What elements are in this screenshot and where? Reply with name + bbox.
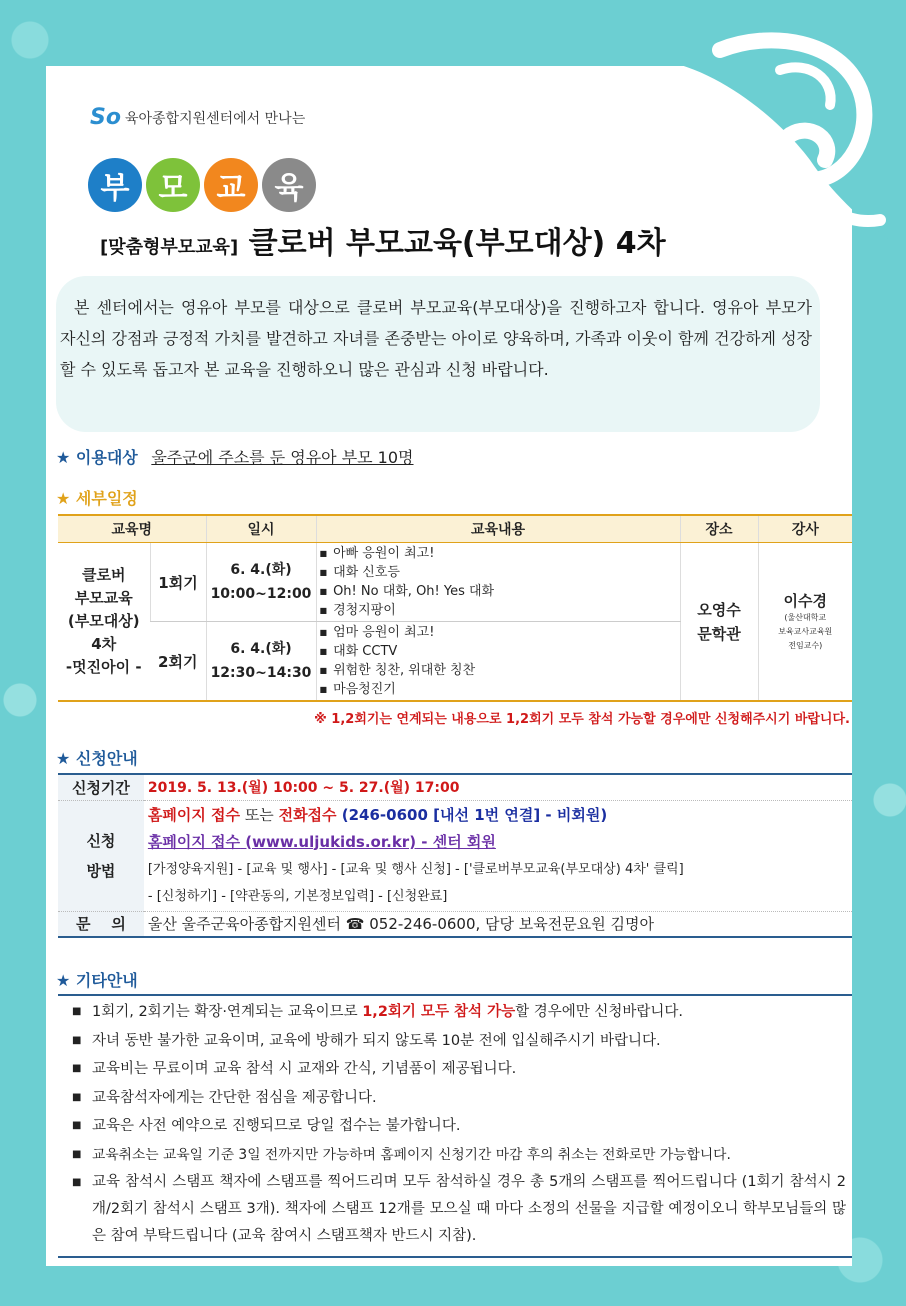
- course-name-line: 클로버: [82, 566, 126, 584]
- period-label: 신청기간: [58, 774, 144, 800]
- instructor-affiliation: (울산대학교: [784, 613, 827, 622]
- instructor-cell: [758, 543, 852, 702]
- apply-label: ★ 신청안내: [56, 749, 138, 768]
- intro-box: [56, 276, 820, 432]
- content-item: ■ 마음청진기: [332, 680, 679, 699]
- title-circle: 교: [204, 158, 258, 212]
- etc-item: ■ 자녀 동반 불가한 교육이며, 교육에 방해가 되지 않도록 10분 전에 입실해주시기 바랍니다.: [92, 1027, 846, 1056]
- course-name-line: -멋진아이 -: [65, 658, 142, 676]
- method-member: - 센터 회원: [416, 832, 496, 851]
- contact-label: 문 의: [58, 911, 144, 937]
- instructor-affiliation: 전임교수): [788, 641, 823, 650]
- col-header-place: 장소: [680, 515, 758, 543]
- period-value: 2019. 5. 13.(월) 10:00 ~ 5. 27.(월) 17:00: [144, 774, 852, 800]
- etc-item-highlight: 1,2회기 모두 참석 가능: [362, 1004, 516, 1020]
- session-2-time: 12:30~14:30: [210, 665, 312, 681]
- col-header-content: 교육내용: [316, 515, 680, 543]
- etc-item: ■ 교육 참석시 스탬프 책자에 스탬프를 찍어드리며 모두 참석하실 경우 총 5개의 스탬프를 찍어드립니다 (1회기 참석시 2개/2회기 참석시 스탬프 3개). 책자에 스탬프 12개를 모으실 때 마다 소정의 선물을 지급할 예정이오니 학부모님들의 많은 참여 부탁드립니다 (교육 참여시 스탬프책자 반드시 지참).: [92, 1169, 846, 1250]
- content-item: ■ 엄마 응원이 최고!: [332, 623, 679, 642]
- etc-box: [58, 994, 852, 1258]
- target-section: [56, 445, 414, 468]
- target-value: 울주군에 주소를 둔 영유아 부모 10명: [151, 448, 414, 467]
- target-label: ★ 이용대상: [56, 448, 138, 467]
- title-prefix: [맞춤형부모교육]: [100, 237, 239, 258]
- course-name-line: (부모대상): [67, 612, 140, 630]
- intro-text: 본 센터에서는 영유아 부모를 대상으로 클로버 부모교육(부모대상)을 진행하고자 합니다. 영유아 부모가 자신의 강점과 긍정적 가치를 발견하고 자녀를 존중받는 아이로 양육하며, 가족과 이웃이 함께 건강하게 성장할 수 있도록 돕고자 본 교육을 진행하오니 많은 관심과 신청 바랍니다.: [60, 298, 812, 379]
- title-circle: 부: [88, 158, 142, 212]
- session-1-content: [316, 543, 680, 622]
- etc-item-text: 1회기, 2회기는 확장·연계되는 교육이므로: [92, 1004, 363, 1020]
- title-circle: 모: [146, 158, 200, 212]
- session-1-label: 1회기: [150, 543, 206, 622]
- title-circles: [88, 158, 316, 212]
- method-path-2: - [신청하기] - [약관동의, 기본정보입력] - [신청완료]: [147, 888, 448, 904]
- instructor-name: 이수경: [783, 592, 827, 610]
- instructor-affiliation: 보육교사교육원: [778, 627, 833, 636]
- session-2-label: 2회기: [150, 622, 206, 702]
- method-label-line: 방법: [86, 861, 116, 880]
- title-main: 클로버 부모교육(부모대상) 4차: [248, 226, 666, 261]
- apply-table: [58, 773, 852, 938]
- page-title: [100, 218, 666, 262]
- etc-item: ■ 교육참석자에게는 간단한 점심을 제공합니다.: [92, 1084, 846, 1113]
- content-item: ■ 아빠 응원이 최고!: [332, 544, 679, 563]
- place-line: 문학관: [697, 624, 741, 643]
- session-2-date: 6. 4.(화): [230, 641, 292, 657]
- schedule-note: ※ 1,2회기는 연계되는 내용으로 1,2회기 모두 참석 가능할 경우에만 신청해주시기 바랍니다.: [314, 712, 850, 727]
- schedule-table: [58, 514, 852, 702]
- method-label: [58, 800, 144, 911]
- etc-item-text: 할 경우에만 신청바랍니다.: [515, 1004, 684, 1020]
- col-header-instructor: 강사: [758, 515, 852, 543]
- method-phone-detail: (246-0600 [내선 1번 연결] - 비회원): [336, 805, 608, 824]
- content-item: ■ 대화 CCTV: [332, 642, 679, 661]
- course-name-line: 부모교육: [74, 589, 133, 607]
- org-name: 육아종합지원센터에서 만나는: [124, 110, 306, 127]
- contact-value: 울산 울주군육아종합지원센터 ☎ 052-246-0600, 담당 보육전문요원 김명아: [144, 911, 852, 937]
- session-2-content: [316, 622, 680, 702]
- course-name-line: 4차: [91, 635, 117, 653]
- method-path-1: [가정양육지원] - [교육 및 행사] - [교육 및 행사 신청] - ['클로버부모교육(부모대상) 4차' 클릭]: [147, 861, 684, 877]
- org-logo-icon: So: [90, 105, 121, 130]
- method-content: [144, 800, 852, 911]
- method-homepage: 홈페이지 접수: [147, 805, 241, 824]
- place-line: 오영수: [697, 600, 741, 619]
- content-item: ■ 대화 신호등: [332, 563, 679, 582]
- etc-item: ■ 교육취소는 교육일 기준 3일 전까지만 가능하며 홈페이지 신청기간 마감 후의 취소는 전화로만 가능합니다.: [92, 1141, 846, 1170]
- session-1-datetime: [206, 543, 316, 622]
- etc-item: ■ 교육은 사전 예약으로 진행되므로 당일 접수는 불가합니다.: [92, 1112, 846, 1141]
- content-item: ■ Oh! No 대화, Oh! Yes 대화: [332, 582, 679, 601]
- col-header-course: 교육명: [58, 515, 206, 543]
- homepage-link[interactable]: (www.uljukids.or.kr): [240, 832, 417, 851]
- content-item: ■ 위험한 칭찬, 위대한 칭찬: [332, 661, 679, 680]
- session-1-date: 6. 4.(화): [230, 562, 292, 578]
- course-name-cell: [58, 543, 150, 702]
- session-1-time: 10:00~12:00: [210, 586, 312, 602]
- title-circle: 육: [262, 158, 316, 212]
- method-homepage-2[interactable]: 홈페이지 접수: [147, 832, 241, 851]
- method-or: 또는: [240, 805, 279, 824]
- col-header-datetime: 일시: [206, 515, 316, 543]
- etc-item: [92, 998, 846, 1027]
- ribbon-decoration: [660, 10, 890, 240]
- etc-label: ★ 기타안내: [56, 971, 138, 990]
- etc-item: ■ 교육비는 무료이며 교육 참석 시 교재와 간식, 기념품이 제공됩니다.: [92, 1055, 846, 1084]
- place-cell: [680, 543, 758, 702]
- content-item: ■ 경청지팡이: [332, 601, 679, 620]
- schedule-label: ★ 세부일정: [56, 489, 138, 508]
- session-2-datetime: [206, 622, 316, 702]
- org-logo-line: [90, 105, 305, 130]
- method-phone: 전화접수: [278, 805, 337, 824]
- method-label-line: 신청: [86, 831, 116, 850]
